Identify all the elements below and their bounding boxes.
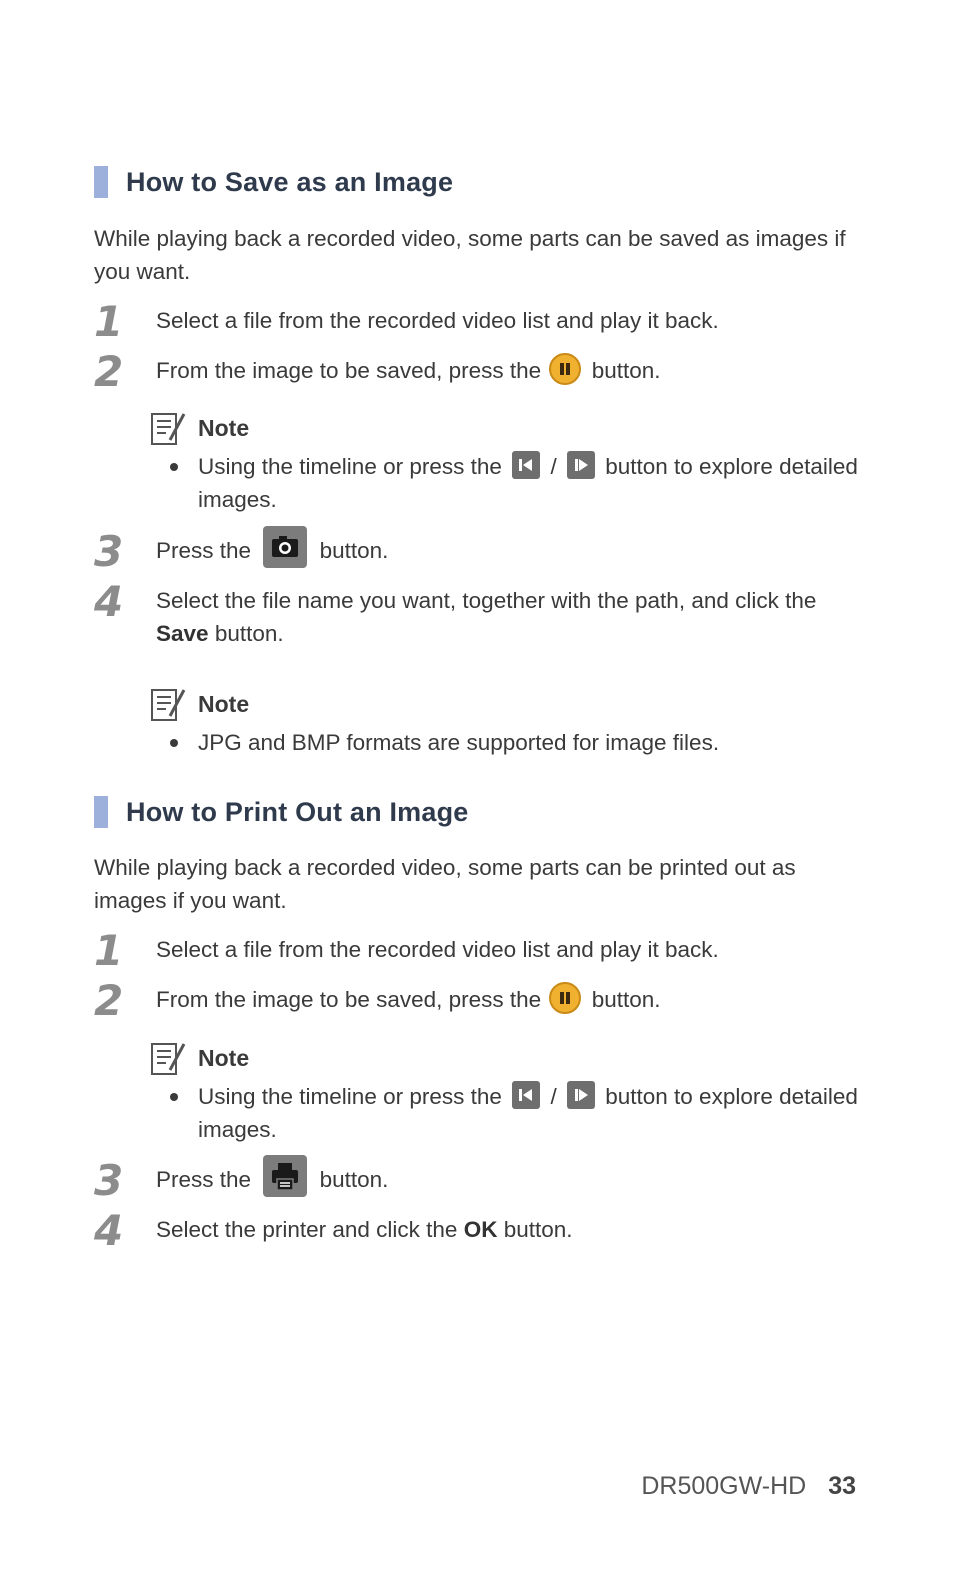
section-heading-print [94,796,469,828]
heading-accent-bar [94,166,108,198]
pause-icon [549,982,581,1014]
heading-accent-bar [94,796,108,828]
step-text-pre: From the image to be saved, press the [156,358,542,383]
note-icon [150,1040,188,1076]
section-title: How to Print Out an Image [126,796,469,827]
step-text [156,584,858,650]
note-text-post: button to explore detailed images. [198,1084,858,1142]
step-text: Select a file from the recorded video list and play it back. [156,937,719,962]
note-icon [150,410,188,446]
step-text-bold: Save [156,621,209,646]
step-number: 2 [94,976,124,1025]
step-text [156,1213,858,1246]
note-text-pre: Using the timeline or press the [198,1084,502,1109]
step-text-pre: Select the printer and click the [156,1217,458,1242]
step-text [156,1163,858,1197]
note-text: JPG and BMP formats are supported for image files. [198,730,720,755]
section-heading-save [94,166,453,198]
section-title: How to Save as an Image [126,166,454,197]
step-text [156,983,858,1016]
note-icon [150,686,188,722]
step-number: 4 [94,577,124,626]
note-box [150,410,858,516]
step-text-post: button. [214,621,284,646]
step-text-post: button. [319,1167,389,1192]
pause-icon [549,353,581,385]
step-number: 4 [94,1206,124,1255]
step-text-post: button. [591,987,661,1012]
section-intro: While playing back a recorded video, some parts can be printed out as images if you want. [94,855,796,913]
note-text-post: button to explore detailed images. [198,454,858,512]
step-text [156,534,858,568]
step-text-bold: OK [463,1217,498,1242]
step-text-pre: From the image to be saved, press the [156,987,542,1012]
step-text-post: button. [591,358,661,383]
note-separator: / [550,454,557,479]
step-number: 1 [94,926,124,975]
step-text [156,354,858,387]
step-text: Select a file from the recorded video list and play it back. [156,308,719,333]
note-label: Note [198,414,250,441]
page-footer [641,1472,856,1501]
note-box [150,686,858,759]
note-header [150,686,858,722]
step-text-post: button. [319,538,389,563]
note-separator: / [550,1084,557,1109]
step-number: 2 [94,347,124,396]
printer-icon [263,1155,307,1197]
step-text-pre: Select the file name you want, together with the path, and click the [156,588,817,613]
camera-icon [263,526,307,568]
step-back-icon [512,1081,540,1109]
step-number: 1 [94,297,124,346]
note-header [150,1040,858,1076]
note-box [150,1040,858,1146]
step-number: 3 [94,1156,124,1205]
model-name: DR500GW-HD [641,1472,807,1500]
step-number: 3 [94,527,124,576]
note-header [150,410,858,446]
page-number: 33 [828,1472,856,1500]
step-forward-icon [567,1081,595,1109]
note-bullet [198,1080,858,1146]
note-bullet [198,726,858,759]
step-text-post: button. [503,1217,573,1242]
step-text-pre: Press the [156,1167,252,1192]
step-forward-icon [567,451,595,479]
note-label: Note [198,690,250,717]
step-text-pre: Press the [156,538,252,563]
note-label: Note [198,1044,250,1071]
note-text-pre: Using the timeline or press the [198,454,502,479]
step-back-icon [512,451,540,479]
note-bullet [198,450,858,516]
section-intro: While playing back a recorded video, some parts can be saved as images if you want. [94,226,846,284]
